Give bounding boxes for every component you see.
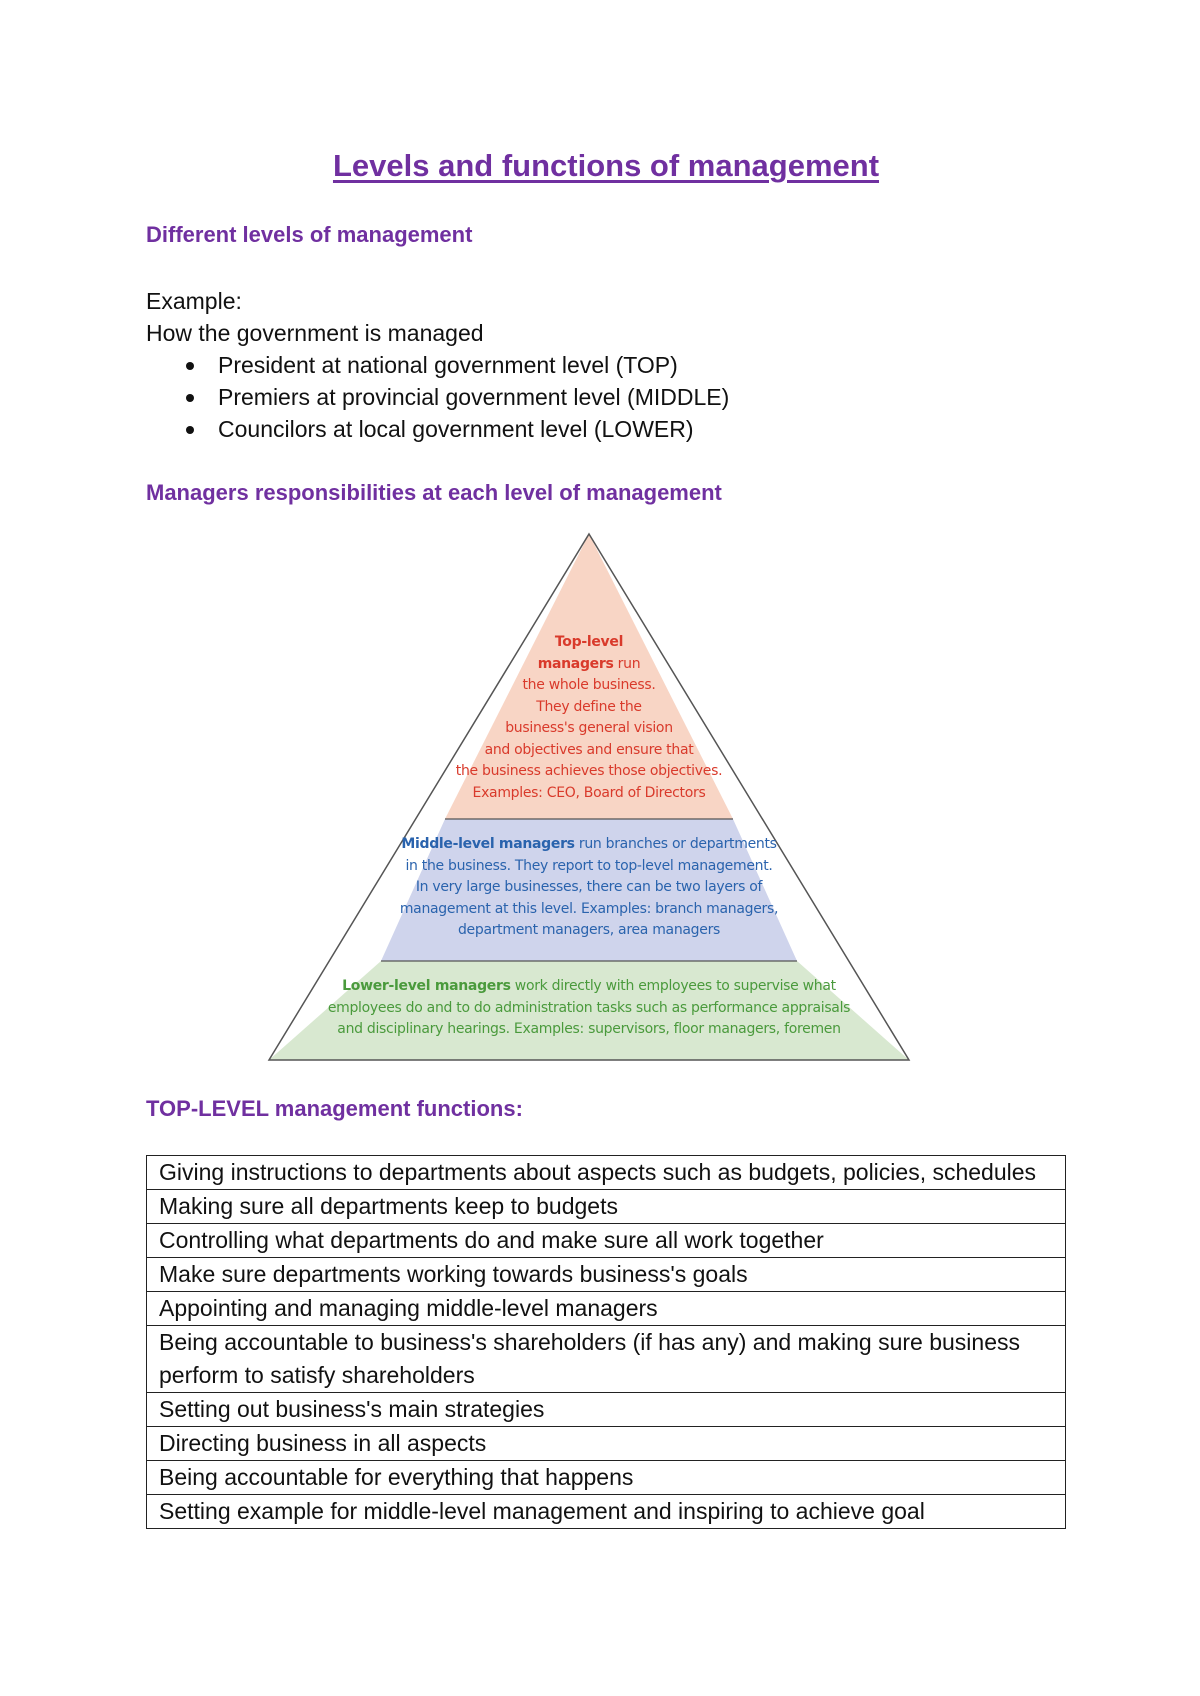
lower-level-line: employees do and to do administration tasks such as performance appraisals <box>327 999 851 1016</box>
bullet-icon <box>186 426 194 434</box>
middle-level-line: department managers, area managers <box>457 922 721 938</box>
table-cell: Setting out business's main strategies <box>147 1393 1066 1427</box>
lower-level-description <box>294 976 884 1041</box>
table-cell: Controlling what departments do and make sure all work together <box>147 1224 1066 1258</box>
table-cell: Being accountable for everything that happens <box>147 1461 1066 1495</box>
table-cell: Make sure departments working towards business's goals <box>147 1258 1066 1292</box>
government-levels-list <box>146 349 729 445</box>
top-level-functions-table <box>146 1155 1066 1529</box>
table-row <box>147 1427 1066 1461</box>
lower-level-line <box>294 976 884 998</box>
section-heading-responsibilities: Managers responsibilities at each level of management <box>146 480 722 505</box>
bullet-icon <box>186 362 194 370</box>
middle-level-line: in the business. They report to top-level management. <box>405 857 773 874</box>
middle-level-description <box>344 834 834 942</box>
top-level-line: business's general vision <box>505 720 673 736</box>
page-title: Levels and functions of management <box>332 148 880 183</box>
table-row <box>147 1393 1066 1427</box>
lower-level-text: work directly with employees to supervise what <box>510 978 836 994</box>
table-row <box>147 1292 1066 1326</box>
top-level-line <box>414 654 764 676</box>
list-item-text: Premiers at provincial government level (MIDDLE) <box>218 384 730 410</box>
table-row <box>147 1326 1066 1393</box>
top-level-heading: Top-level <box>554 634 624 650</box>
middle-level-line: management at this level. Examples: branch managers, <box>399 900 779 917</box>
table-cell: Being accountable to business's shareholders (if has any) and making sure business perform to satisfy shareholders <box>147 1326 1066 1393</box>
section-heading-top-functions: TOP-LEVEL management functions: <box>146 1096 523 1121</box>
table-row <box>147 1224 1066 1258</box>
example-label: Example: <box>146 288 242 314</box>
table-row <box>147 1461 1066 1495</box>
bullet-icon <box>186 394 194 402</box>
lower-level-heading: Lower-level managers <box>342 978 511 994</box>
section-heading-levels: Different levels of management <box>146 222 473 247</box>
table-cell: Giving instructions to departments about aspects such as budgets, policies, schedules <box>147 1156 1066 1190</box>
top-level-line: They define the <box>536 698 642 715</box>
top-level-description <box>414 632 764 804</box>
middle-level-heading: Middle-level managers <box>401 836 575 852</box>
top-level-line: Examples: CEO, Board of Directors <box>472 784 706 801</box>
top-level-text: run <box>613 655 641 672</box>
table-row <box>147 1156 1066 1190</box>
middle-level-text: run branches or departments <box>574 836 777 852</box>
top-level-heading-cont: managers <box>537 655 614 672</box>
list-item-text: President at national government level (TOP) <box>218 352 678 378</box>
list-item <box>146 349 729 381</box>
list-item-text: Councilors at local government level (LOWER) <box>218 416 694 442</box>
list-item <box>146 381 729 413</box>
top-level-line: the whole business. <box>522 677 656 693</box>
lower-level-line: and disciplinary hearings. Examples: supervisors, floor managers, foremen <box>337 1021 841 1037</box>
table-row <box>147 1495 1066 1529</box>
list-item <box>146 413 729 445</box>
table-cell: Making sure all departments keep to budgets <box>147 1190 1066 1224</box>
top-level-line: and objectives and ensure that <box>484 741 694 758</box>
table-cell: Appointing and managing middle-level managers <box>147 1292 1066 1326</box>
table-cell: Directing business in all aspects <box>147 1427 1066 1461</box>
middle-level-line: In very large businesses, there can be two layers of <box>415 879 763 895</box>
example-intro: How the government is managed <box>146 320 484 346</box>
table-row <box>147 1258 1066 1292</box>
management-pyramid-diagram <box>264 532 914 1062</box>
top-level-line: the business achieves those objectives. <box>455 763 723 779</box>
table-cell: Setting example for middle-level management and inspiring to achieve goal <box>147 1495 1066 1529</box>
middle-level-line <box>344 834 834 856</box>
table-row <box>147 1190 1066 1224</box>
